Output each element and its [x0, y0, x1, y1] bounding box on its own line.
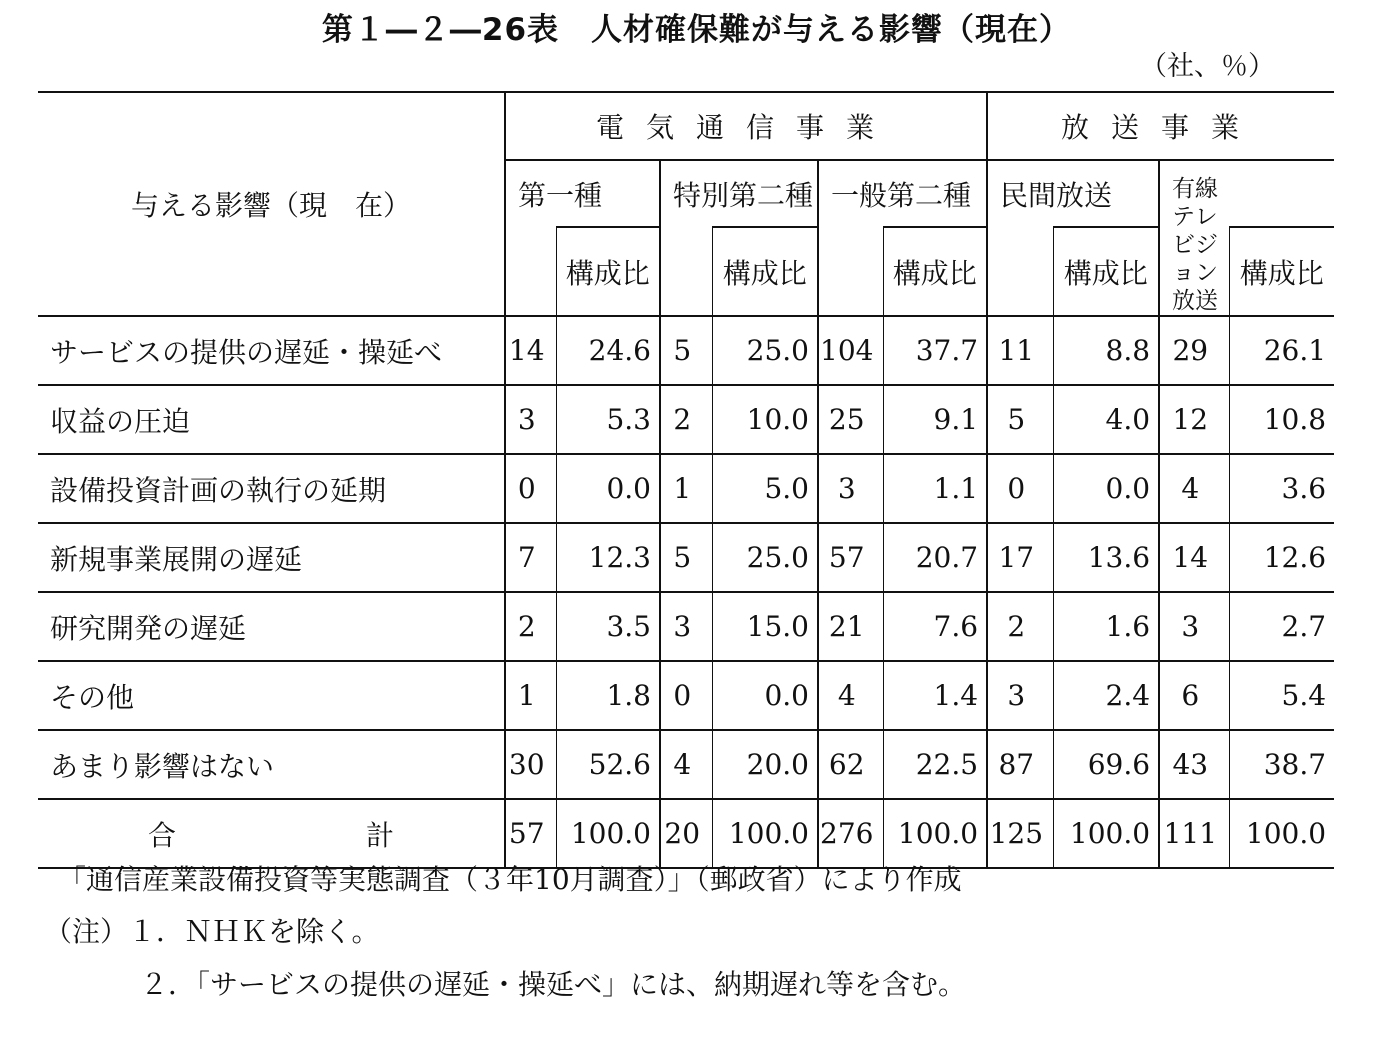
- total-label-a: 合: [147, 818, 176, 852]
- data-rows: [38, 316, 1334, 868]
- row-label-header: 与える影響（現 在）: [38, 92, 505, 316]
- group-header-telecom: 電気通信事業: [505, 92, 987, 160]
- ratio-cell: 20.0: [712, 730, 818, 799]
- count-cell: 276: [818, 799, 883, 868]
- count-cell: 3: [1159, 592, 1229, 661]
- table-row: [38, 385, 1334, 454]
- row-label: 新規事業展開の遅延: [50, 542, 303, 576]
- count-cell: 21: [818, 592, 883, 661]
- count-cell: 43: [1159, 730, 1229, 799]
- row-label: サービスの提供の遅延・操延べ: [50, 335, 443, 369]
- ratio-cell: 3.5: [556, 592, 660, 661]
- ratio-cell: 2.7: [1229, 592, 1334, 661]
- data-table: [38, 91, 1334, 869]
- count-cell: 30: [505, 730, 556, 799]
- count-cell: 7: [505, 523, 556, 592]
- footnote-2: ２．「サービスの提供の遅延・操延べ」には、納期遅れ等を含む。: [140, 968, 967, 1001]
- ratio-header: 構成比: [883, 227, 987, 316]
- count-cell: 20: [660, 799, 712, 868]
- group-header-broadcast: 放送事業: [987, 92, 1334, 160]
- sub-header-general-type2: 一般第二種: [818, 160, 987, 227]
- ratio-cell: 15.0: [712, 592, 818, 661]
- table-row: [38, 523, 1334, 592]
- count-cell: 5: [987, 385, 1053, 454]
- ratio-cell: 9.1: [883, 385, 987, 454]
- ratio-cell: 5.3: [556, 385, 660, 454]
- total-label-b: 計: [366, 818, 395, 852]
- ratio-cell: 0.0: [556, 454, 660, 523]
- source-note: 「通信産業設備投資等実態調査（３年10月調査）」（郵政省）により作成: [58, 863, 962, 896]
- ratio-cell: 12.6: [1229, 523, 1334, 592]
- ratio-cell: 1.8: [556, 661, 660, 730]
- count-cell: 4: [818, 661, 883, 730]
- ratio-cell: 8.8: [1053, 316, 1159, 385]
- count-cell: 3: [987, 661, 1053, 730]
- count-cell: 57: [818, 523, 883, 592]
- ratio-cell: 100.0: [556, 799, 660, 868]
- table-row: [38, 592, 1334, 661]
- ratio-cell: 0.0: [1053, 454, 1159, 523]
- ratio-cell: 100.0: [883, 799, 987, 868]
- count-cell: 1: [660, 454, 712, 523]
- count-cell: 4: [660, 730, 712, 799]
- row-label: 収益の圧迫: [50, 404, 191, 438]
- ratio-cell: 24.6: [556, 316, 660, 385]
- ratio-cell: 2.4: [1053, 661, 1159, 730]
- count-cell: 111: [1159, 799, 1229, 868]
- count-cell: 14: [505, 316, 556, 385]
- ratio-cell: 3.6: [1229, 454, 1334, 523]
- ratio-cell: 25.0: [712, 316, 818, 385]
- count-cell: 29: [1159, 316, 1229, 385]
- ratio-cell: 20.7: [883, 523, 987, 592]
- count-cell: 3: [660, 592, 712, 661]
- ratio-cell: 0.0: [712, 661, 818, 730]
- count-cell: 104: [818, 316, 883, 385]
- ratio-cell: 26.1: [1229, 316, 1334, 385]
- ratio-cell: 52.6: [556, 730, 660, 799]
- ratio-cell: 7.6: [883, 592, 987, 661]
- row-label: あまり影響はない: [50, 749, 275, 783]
- ratio-cell: 1.1: [883, 454, 987, 523]
- row-label: その他: [50, 680, 135, 714]
- count-cell: 2: [505, 592, 556, 661]
- ratio-cell: 10.8: [1229, 385, 1334, 454]
- count-cell: 1: [505, 661, 556, 730]
- ratio-cell: 100.0: [1053, 799, 1159, 868]
- count-cell: 12: [1159, 385, 1229, 454]
- ratio-header: 構成比: [556, 227, 660, 316]
- ratio-header: 構成比: [1229, 227, 1334, 316]
- ratio-cell: 5.0: [712, 454, 818, 523]
- sub-header-private-broadcast: 民間放送: [987, 160, 1159, 227]
- ratio-cell: 10.0: [712, 385, 818, 454]
- ratio-cell: 38.7: [1229, 730, 1334, 799]
- count-cell: 2: [660, 385, 712, 454]
- table-row: [38, 730, 1334, 799]
- ratio-cell: 1.4: [883, 661, 987, 730]
- row-label: 設備投資計画の執行の延期: [50, 473, 387, 507]
- table-row: [38, 454, 1334, 523]
- ratio-cell: 25.0: [712, 523, 818, 592]
- ratio-header: 構成比: [712, 227, 818, 316]
- table-row: [38, 316, 1334, 385]
- ratio-cell: 1.6: [1053, 592, 1159, 661]
- count-cell: 125: [987, 799, 1053, 868]
- count-cell: 11: [987, 316, 1053, 385]
- count-cell: 14: [1159, 523, 1229, 592]
- count-cell: 5: [660, 316, 712, 385]
- count-cell: 0: [660, 661, 712, 730]
- count-cell: 0: [505, 454, 556, 523]
- ratio-cell: 4.0: [1053, 385, 1159, 454]
- ratio-cell: 69.6: [1053, 730, 1159, 799]
- count-cell: 2: [987, 592, 1053, 661]
- ratio-cell: 37.7: [883, 316, 987, 385]
- sub-header-type1: 第一種: [505, 160, 660, 227]
- ratio-cell: 22.5: [883, 730, 987, 799]
- ratio-cell: 100.0: [712, 799, 818, 868]
- count-cell: 25: [818, 385, 883, 454]
- ratio-cell: 5.4: [1229, 661, 1334, 730]
- footnote-1: （注）１．ＮＨＫを除く。: [44, 915, 380, 948]
- count-cell: 3: [818, 454, 883, 523]
- count-cell: 3: [505, 385, 556, 454]
- ratio-header: 構成比: [1053, 227, 1159, 316]
- row-label: 研究開発の遅延: [50, 611, 247, 645]
- ratio-cell: 13.6: [1053, 523, 1159, 592]
- sub-header-cable-tv: 有線テレビジョン放送: [1159, 160, 1229, 316]
- table-title: 第１―２―26表 人材確保難が与える影響（現在）: [321, 12, 1072, 48]
- count-cell: 17: [987, 523, 1053, 592]
- count-cell: 87: [987, 730, 1053, 799]
- sub-header-special-type2: 特別第二種: [660, 160, 818, 227]
- count-cell: 62: [818, 730, 883, 799]
- count-cell: 0: [987, 454, 1053, 523]
- table-row: [38, 661, 1334, 730]
- unit-label: （社、％）: [1140, 51, 1275, 82]
- ratio-cell: 12.3: [556, 523, 660, 592]
- count-cell: 57: [505, 799, 556, 868]
- count-cell: 5: [660, 523, 712, 592]
- count-cell: 6: [1159, 661, 1229, 730]
- ratio-cell: 100.0: [1229, 799, 1334, 868]
- count-cell: 4: [1159, 454, 1229, 523]
